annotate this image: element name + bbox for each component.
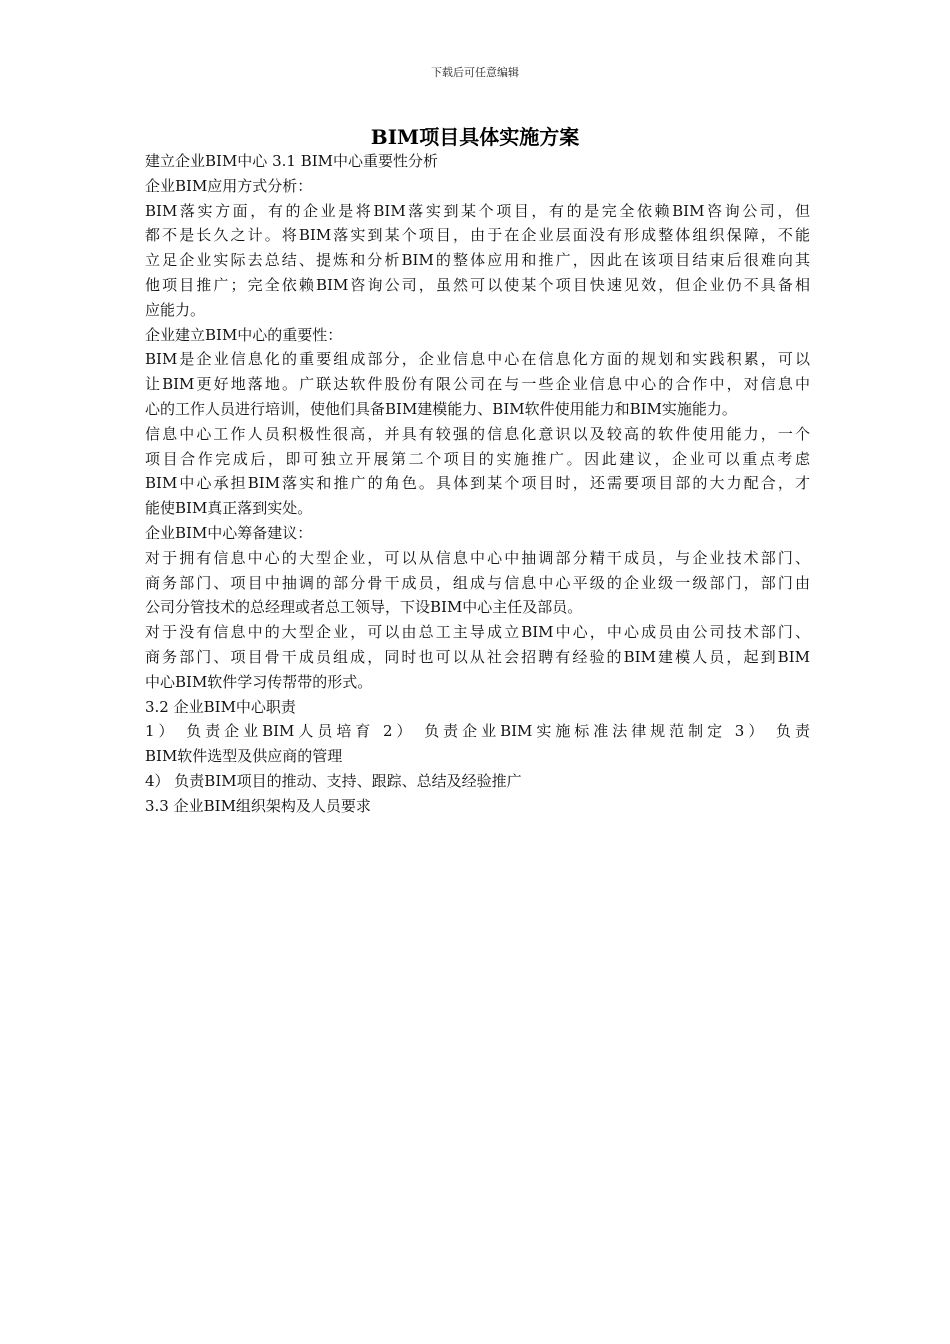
paragraph-line: 1） 负责企业BIM人员培育 2） 负责企业BIM实施标准法律规范制定 3） 负责 [145,722,810,741]
paragraph-line: 项目合作完成后，即可独立开展第二个项目的实施推广。因此建议，企业可以重点考虑 [145,449,810,468]
paragraph-line: 企业BIM中心筹备建议： [145,523,313,542]
paragraph-line: 心的工作人员进行培训，使他们具备BIM建模能力、BIM软件使用能力和BIM实施能力。 [145,399,737,418]
paragraph-line: 对于拥有信息中心的大型企业，可以从信息中心中抽调部分精干成员，与企业技术部门、 [145,548,810,567]
paragraph-line: 让BIM更好地落地。广联达软件股份有限公司在与一些企业信息中心的合作中，对信息中 [145,375,810,394]
paragraph-line: 商务部门、项目中抽调的部分骨干成员，组成与信息中心平级的企业级一级部门，部门由 [145,573,810,592]
paragraph-line: 信息中心工作人员积极性很高，并具有较强的信息化意识以及较高的软件使用能力，一个 [145,424,810,443]
document-body [145,149,810,819]
paragraph-line: 他项目推广；完全依赖BIM咨询公司，虽然可以使某个项目快速见效，但企业仍不具备相 [145,275,810,294]
document-title: BIM项目具体实施方案 [370,125,580,149]
paragraph-line: 中心BIM软件学习传帮带的形式。 [145,672,373,691]
page-header-note: 下载后可任意编辑 [431,66,519,79]
paragraph-line: 企业BIM应用方式分析： [145,176,313,195]
section-heading: 3.2 企业BIM中心职责 [145,697,296,716]
paragraph-line: 能使BIM真正落到实处。 [145,499,313,518]
paragraph-line: 对于没有信息中的大型企业，可以由总工主导成立BIM中心，中心成员由公司技术部门、 [145,623,810,642]
paragraph-line: BIM中心承担BIM落实和推广的角色。具体到某个项目时，还需要项目部的大力配合，才 [145,474,810,493]
paragraph-line: 4） 负责BIM项目的推动、支持、跟踪、总结及经验推广 [145,771,522,790]
section-heading: 3.3 企业BIM组织架构及人员要求 [145,796,371,815]
paragraph-line: 立足企业实际去总结、提炼和分析BIM的整体应用和推广，因此在该项目结束后很难向其 [145,251,810,270]
paragraph-line: BIM落实方面，有的企业是将BIM落实到某个项目，有的是完全依赖BIM咨询公司，但 [145,201,810,220]
paragraph-line: BIM软件选型及供应商的管理 [145,747,343,766]
paragraph-line: 企业建立BIM中心的重要性： [145,325,343,344]
paragraph-line: 都不是长久之计。将BIM落实到某个项目，由于在企业层面没有形成整体组织保障，不能 [145,226,810,245]
paragraph-line: 商务部门、项目骨干成员组成，同时也可以从社会招聘有经验的BIM建模人员，起到BIM [145,647,810,666]
paragraph-line: BIM是企业信息化的重要组成部分，企业信息中心在信息化方面的规划和实践积累，可以 [145,350,810,369]
paragraph-line: 建立企业BIM中心 3.1 BIM中心重要性分析 [145,152,439,170]
paragraph-line: 应能力。 [145,300,206,319]
paragraph-line: 公司分管技术的总经理或者总工领导，下设BIM中心主任及部员。 [145,598,583,617]
